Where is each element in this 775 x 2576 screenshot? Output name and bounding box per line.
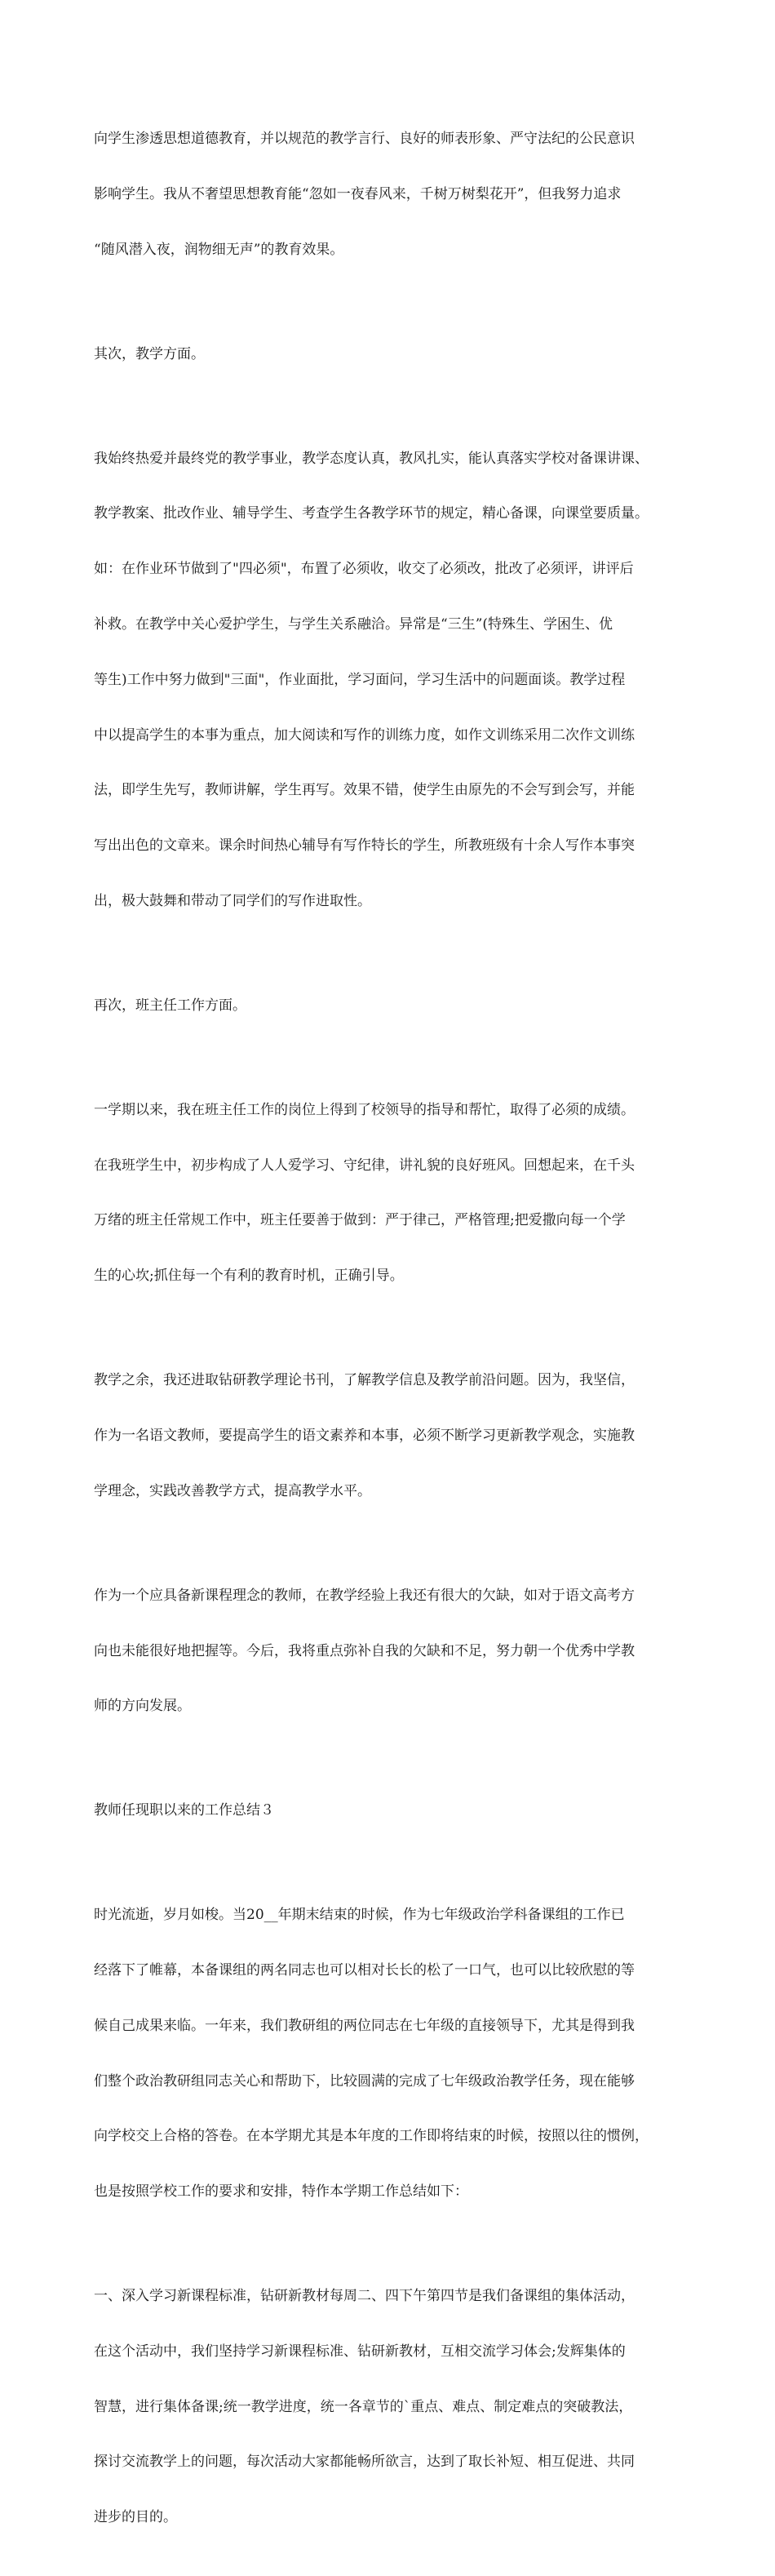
text-line: 作为一名语文教师，要提高学生的语文素养和本事，必须不断学习更新教学观念，实施教 — [94, 1427, 635, 1444]
text-line: 时光流逝，岁月如梭。当20__年期末结束的时候，作为七年级政治学科备课组的工作已 — [94, 1907, 625, 1924]
text-line: 再次，班主任工作方面。 — [94, 997, 246, 1014]
paragraph-study — [94, 1335, 698, 1538]
text-line: 向也未能很好地把握等。今后，我将重点弥补自我的欠缺和不足，努力朝一个优秀中学教 — [94, 1642, 635, 1659]
paragraph-moral-education — [94, 93, 698, 296]
text-line: 智慧，进行集体备课;统一教学进度，统一各章节的`重点、难点、制定难点的突破教法， — [94, 2398, 633, 2415]
text-line: 生的心坎;抓住每一个有利的教育时机，正确引导。 — [94, 1268, 404, 1285]
section-title-summary-3 — [94, 1765, 698, 1857]
text-line: 学理念，实践改善教学方式，提高教学水平。 — [94, 1482, 371, 1499]
paragraph-teaching — [94, 413, 698, 948]
text-line: 等生)工作中努力做到"三面"，作业面批，学习面问，学习生活中的问题面谈。教学过程 — [94, 671, 626, 688]
text-line: 教师任现职以来的工作总结３ — [94, 1802, 274, 1819]
text-line: 们整个政治教研组同志关心和帮助下，比较圆满的完成了七年级政治教学任务，现在能够 — [94, 2072, 635, 2090]
text-line: 进步的目的。 — [94, 2509, 177, 2526]
text-line: 向学校交上合格的答卷。在本学期尤其是本年度的工作即将结束的时候，按照以往的惯例， — [94, 2128, 649, 2145]
text-line: 候自己成果来临。一年来，我们教研组的两位同志在七年级的直接领导下，尤其是得到我 — [94, 2017, 635, 2034]
text-line: 在我班学生中，初步构成了人人爱学习、守纪律，讲礼貌的良好班风。回想起来，在千头 — [94, 1157, 635, 1174]
document-page — [94, 93, 698, 2576]
paragraph-class-teacher — [94, 1064, 698, 1322]
text-line: 师的方向发展。 — [94, 1698, 191, 1715]
text-line: 中以提高学生的本事为重点，加大阅读和写作的训练力度，如作文训练采用二次作文训练 — [94, 726, 635, 744]
text-line: 教学之余，我还进取钻研教学理论书刊，了解教学信息及教学前沿问题。因为，我坚信， — [94, 1372, 635, 1389]
text-line: 法，即学生先写，教师讲解，学生再写。效果不错，使学生由原先的不会写到会写，并能 — [94, 782, 635, 799]
text-line: 一、深入学习新课程标准，钻研新教材每周二、四下午第四节是我们备课组的集体活动， — [94, 2288, 635, 2305]
text-line: 教学教案、批改作业、辅导学生、考查学生各教学环节的规定，精心备课，向课堂要质量。 — [94, 505, 649, 522]
text-line: 如：在作业环节做到了"四必须"，布置了必须收，收交了必须改，批改了必须评，讲评后 — [94, 561, 634, 578]
text-line: 补救。在教学中关心爱护学生，与学生关系融洽。异常是“三生”(特殊生、学困生、优 — [94, 616, 613, 633]
paragraph-point-one — [94, 2250, 698, 2564]
text-line: 探讨交流教学上的问题，每次活动大家都能畅所欲言，达到了取长补短、相互促进、共同 — [94, 2454, 635, 2471]
text-line: 影响学生。我从不奢望思想教育能“忽如一夜春风来，千树万树梨花开”，但我努力追求 — [94, 185, 622, 202]
paragraph-intro — [94, 1869, 698, 2238]
paragraph-shortcomings — [94, 1550, 698, 1753]
text-line: 出，极大鼓舞和带动了同学们的写作进取性。 — [94, 892, 371, 909]
text-line: “随风潜入夜，润物细无声”的教育效果。 — [94, 241, 344, 258]
text-line: 我始终热爱并最终党的教学事业，教学态度认真，教风扎实，能认真落实学校对备课讲课、 — [94, 450, 649, 467]
text-line: 写出出色的文章来。课余时间热心辅导有写作特长的学生，所教班级有十余人写作本事突 — [94, 837, 635, 855]
text-line: 其次，教学方面。 — [94, 345, 205, 362]
text-line: 万绪的班主任常规工作中，班主任要善于做到：严于律己，严格管理;把爱撒向每一个学 — [94, 1212, 626, 1229]
text-line: 作为一个应具备新课程理念的教师，在教学经验上我还有很大的欠缺，如对于语文高考方 — [94, 1587, 635, 1604]
text-line: 一学期以来，我在班主任工作的岗位上得到了校领导的指导和帮忙，取得了必须的成绩。 — [94, 1101, 635, 1118]
text-line: 向学生渗透思想道德教育，并以规范的教学言行、良好的师表形象、严守法纪的公民意识 — [94, 131, 635, 148]
text-line: 在这个活动中，我们坚持学习新课程标准、钻研新教材，互相交流学习体会;发辉集体的 — [94, 2343, 626, 2360]
text-line: 经落下了帷幕，本备课组的两名同志也可以相对长长的松了一口气，也可以比较欣慰的等 — [94, 1962, 635, 1979]
section-heading-teaching — [94, 309, 698, 401]
text-line: 也是按照学校工作的要求和安排，特作本学期工作总结如下： — [94, 2183, 468, 2201]
section-heading-class-teacher — [94, 960, 698, 1052]
